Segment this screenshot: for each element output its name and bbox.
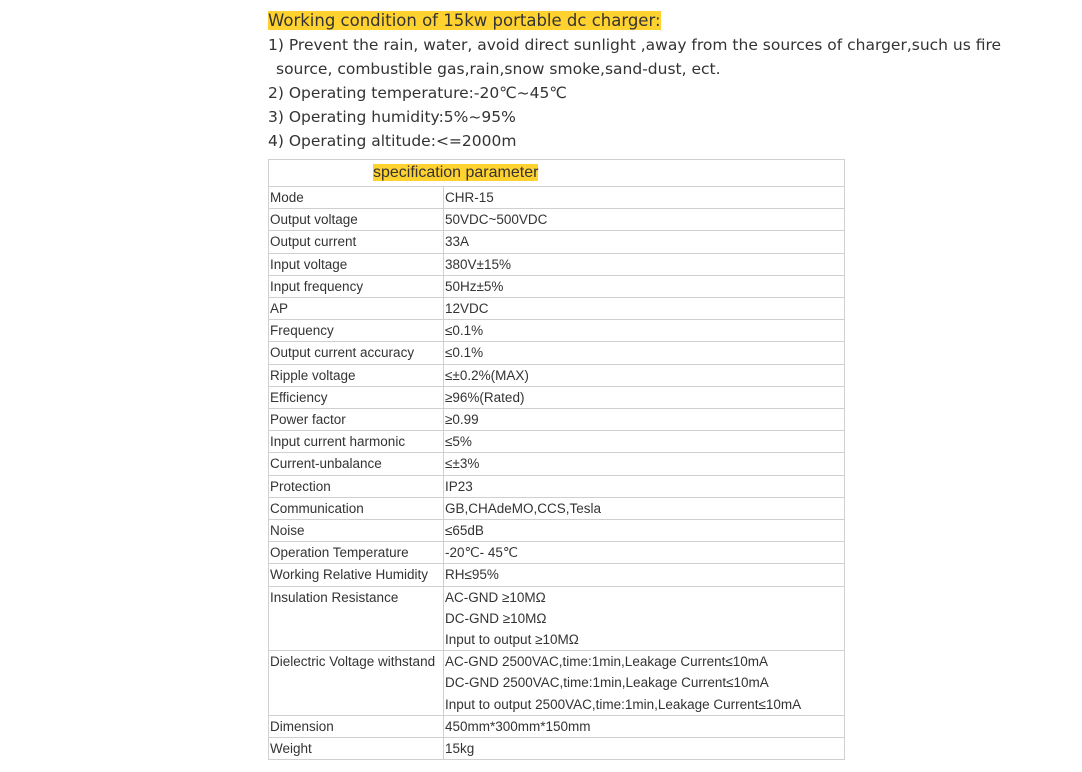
- param-value: [444, 475, 845, 497]
- table-row: [269, 520, 845, 542]
- param-value: [444, 209, 845, 231]
- param-value: [444, 453, 845, 475]
- condition-line-2: 2) Operating temperature:-20℃~45℃: [268, 84, 567, 102]
- param-value-line: CHR-15: [445, 190, 494, 205]
- param-value: [444, 651, 845, 716]
- param-label: Dielectric Voltage withstand: [269, 651, 444, 716]
- param-value-line: RH≤95%: [445, 567, 499, 583]
- param-value: [444, 586, 845, 651]
- param-value-line: 15kg: [445, 741, 475, 757]
- param-value-line: Input to output 2500VAC,time:1min,Leakage Current≤10mA: [445, 696, 802, 712]
- table-title-cell: [269, 160, 845, 187]
- table-row: [269, 409, 845, 431]
- param-label: Noise: [269, 520, 444, 542]
- param-value-line: DC-GND 2500VAC,time:1min,Leakage Current≤10mA: [445, 675, 769, 691]
- param-value: [444, 364, 845, 386]
- table-row: [269, 564, 845, 586]
- table-row: [269, 209, 845, 231]
- table-row: [269, 187, 845, 209]
- param-label: Ripple voltage: [269, 364, 444, 386]
- param-value-line: AC-GND 2500VAC,time:1min,Leakage Current≤10mA: [445, 654, 769, 670]
- param-value-line: Input to output ≥10MΩ: [445, 632, 579, 648]
- param-value: [444, 431, 845, 453]
- param-value: [444, 298, 845, 320]
- table-row: [269, 298, 845, 320]
- param-value: [444, 275, 845, 297]
- table-row: [269, 542, 845, 564]
- table-title-row: [269, 160, 845, 187]
- param-value-line: 50Hz±5%: [445, 278, 504, 294]
- condition-line-1-continued: source, combustible gas,rain,snow smoke,sand-dust, ect.: [276, 60, 721, 78]
- param-value: [444, 542, 845, 564]
- param-label: Output voltage: [269, 209, 444, 231]
- param-value: [444, 409, 845, 431]
- param-value-line: 12VDC: [445, 301, 489, 317]
- param-value-line: ≤65dB: [445, 523, 484, 539]
- table-row: [269, 320, 845, 342]
- param-label: Input voltage: [269, 253, 444, 275]
- param-value: [444, 320, 845, 342]
- param-value: [444, 520, 845, 542]
- param-value-line: ≤0.1%: [445, 345, 484, 361]
- param-value: [444, 187, 845, 209]
- param-value-line: ≤±0.2%(MAX): [445, 367, 529, 383]
- table-title: specification parameter: [373, 164, 539, 181]
- param-label: Insulation Resistance: [269, 586, 444, 651]
- param-value-line: -20℃- 45℃: [445, 545, 519, 561]
- param-label: Efficiency: [269, 386, 444, 408]
- param-label: Current-unbalance: [269, 453, 444, 475]
- table-row: [269, 586, 845, 651]
- table-row: [269, 715, 845, 737]
- param-value-line: IP23: [445, 478, 473, 494]
- param-value: [444, 231, 845, 253]
- param-value-line: DC-GND ≥10MΩ: [445, 610, 547, 626]
- table-row: [269, 386, 845, 408]
- param-label: Output current accuracy: [269, 342, 444, 364]
- condition-line-3: 3) Operating humidity:5%~95%: [268, 108, 516, 126]
- param-value: [444, 253, 845, 275]
- param-label: Mode: [269, 187, 444, 209]
- table-row: [269, 453, 845, 475]
- table-row: [269, 431, 845, 453]
- param-label: Dimension: [269, 715, 444, 737]
- working-condition-heading: [268, 9, 1048, 33]
- param-value-line: ≥0.99: [445, 412, 479, 428]
- param-value-line: ≤±3%: [445, 456, 480, 472]
- param-value: [444, 738, 845, 760]
- param-value: [444, 497, 845, 519]
- param-value-line: ≥96%(Rated): [445, 389, 525, 405]
- condition-line-4: 4) Operating altitude:<=2000m: [268, 132, 517, 150]
- table-row: [269, 275, 845, 297]
- table-row: [269, 253, 845, 275]
- table-row: [269, 364, 845, 386]
- param-value-line: GB,CHAdeMO,CCS,Tesla: [445, 500, 602, 516]
- param-value-line: 380V±15%: [445, 256, 511, 272]
- param-value: [444, 715, 845, 737]
- condition-line-1: 1) Prevent the rain, water, avoid direct sunlight ,away from the sources of charger,such us fire: [268, 36, 1002, 54]
- param-value-line: 50VDC~500VDC: [445, 212, 548, 228]
- param-label: Working Relative Humidity: [269, 564, 444, 586]
- specification-table: [268, 159, 845, 760]
- table-row: [269, 475, 845, 497]
- param-label: Communication: [269, 497, 444, 519]
- heading-highlight: Working condition of 15kw portable dc charger:: [268, 11, 661, 30]
- param-label: AP: [269, 298, 444, 320]
- param-value-line: ≤5%: [445, 434, 472, 450]
- param-label: Protection: [269, 475, 444, 497]
- param-value-line: 33A: [445, 234, 470, 250]
- param-label: Input frequency: [269, 275, 444, 297]
- table-row: [269, 231, 845, 253]
- param-label: Operation Temperature: [269, 542, 444, 564]
- param-value: [444, 342, 845, 364]
- param-value: [444, 564, 845, 586]
- table-row: [269, 651, 845, 716]
- param-label: Output current: [269, 231, 444, 253]
- param-label: Weight: [269, 738, 444, 760]
- table-row: [269, 497, 845, 519]
- param-label: Input current harmonic: [269, 431, 444, 453]
- param-value-line: AC-GND ≥10MΩ: [445, 589, 546, 605]
- table-row: [269, 738, 845, 760]
- param-label: Power factor: [269, 409, 444, 431]
- param-label: Frequency: [269, 320, 444, 342]
- param-value-line: 450mm*300mm*150mm: [445, 718, 591, 734]
- param-value: [444, 386, 845, 408]
- article-content: [268, 9, 1048, 760]
- table-row: [269, 342, 845, 364]
- param-value-line: ≤0.1%: [445, 323, 484, 339]
